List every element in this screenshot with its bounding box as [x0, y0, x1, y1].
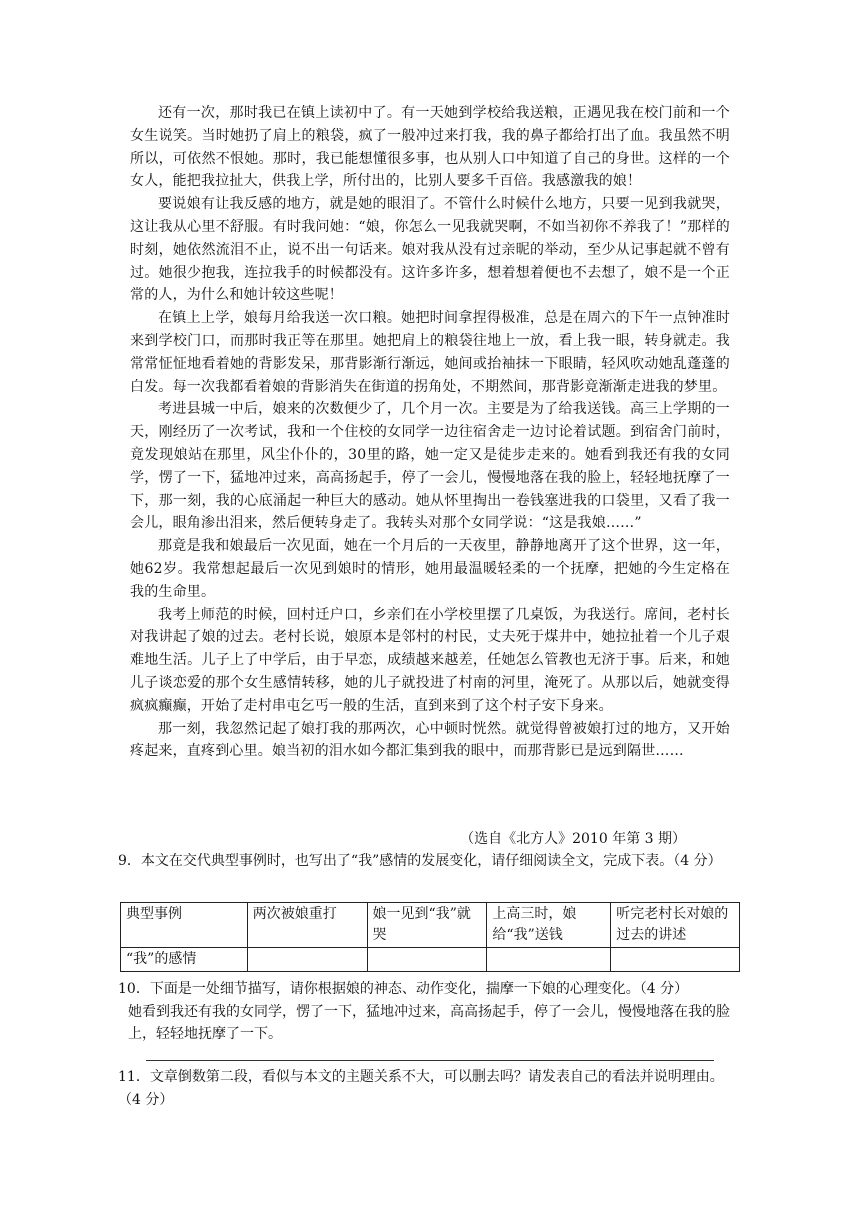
answer-table — [120, 902, 740, 972]
answer-cell[interactable] — [611, 948, 740, 972]
question-9: 9．本文在交代典型事例时，也写出了“我”感情的发展变化，请仔细阅读全文，完成下表。（4 分） — [118, 853, 722, 869]
table-cell: 听完老村长对娘的过去的讲述 — [611, 903, 740, 948]
answer-line[interactable] — [146, 1060, 714, 1061]
table-header-row — [121, 903, 740, 948]
paragraph: 在镇上上学，娘每月给我送一次口粮。她把时间拿捏得极准，总是在周六的下午一点钟准时来到学校门口，而那时我正等在那里。她把肩上的粮袋往地上一放，看上我一眼，转身就走。我常常怔怔地看着她的背影发呆，那背影渐行渐远，她间或抬袖抹一下眼睛，轻风吹动她乱蓬蓬的白发。每一次我都看着娘的背影消失在街道的拐角处，不期然间，那背影竟渐渐走进我的梦里。 — [130, 310, 730, 395]
answer-cell[interactable] — [367, 948, 487, 972]
table-cell: 娘一见到“我”就哭 — [367, 903, 487, 948]
paragraph: 那一刻，我忽然记起了娘打我的那两次，心中顿时恍然。就觉得曾被娘打过的地方，又开始疼起来，直疼到心里。娘当初的泪水如今都汇集到我的眼中，而那背影已是远到隔世…… — [130, 720, 730, 760]
paragraph: 我考上师范的时候，回村迁户口，乡亲们在小学校里摆了几桌饭，为我送行。席间，老村长对我讲起了娘的过去。老村长说，娘原本是邻村的村民，丈夫死于煤井中，她拉扯着一个儿子艰难地生活。儿子上了中学后，由于早恋，成绩越来越差，任她怎么管教也无济于事。后来，和她儿子谈恋爱的那个女生感情转移，她的儿子就投进了村南的河里，淹死了。从那以后，她就变得疯疯癫癫，开始了走村串屯乞丐一般的生活，直到来到了这个村子安下身来。 — [130, 606, 730, 714]
source-citation: （选自《北方人》2010 年第 3 期） — [460, 831, 686, 847]
table-cell: 典型事例 — [121, 903, 248, 948]
paragraph: 考进县城一中后，娘来的次数便少了，几个月一次。主要是为了给我送钱。高三上学期的一天，刚经历了一次考试，我和一个住校的女同学一边往宿舍走一边讨论着试题。到宿舍门前时，竟发现娘站在那里，风尘仆仆的，30里的路，她一定又是徒步走来的。她看到我还有我的女同学，愣了一下，猛地冲过来，高高扬起手，停了一会儿，慢慢地落在我的脸上，轻轻地抚摩了一下，那一刻，我的心底涌起一种巨大的感动。她从怀里掏出一卷钱塞进我的口袋里，又看了我一会儿，眼角渗出泪来，然后便转身走了。我转头对那个女同学说：“这是我娘……” — [130, 401, 730, 532]
table-row-label: “我”的感情 — [121, 948, 248, 972]
answer-cell[interactable] — [487, 948, 611, 972]
paragraph: 还有一次，那时我已在镇上读初中了。有一天她到学校给我送粮，正遇见我在校门前和一个女生说笑。当时她扔了肩上的粮袋，疯了一般冲过来打我，我的鼻子都给打出了血。我虽然不明所以，可依然不恨她。那时，我已能想懂很多事，也从别人口中知道了自己的身世。这样的一个女人，能把我拉扯大，供我上学，所付出的，比别人要多千百倍。我感激我的娘！ — [130, 105, 730, 190]
table-cell: 两次被娘重打 — [247, 903, 367, 948]
question-10 — [118, 978, 734, 1046]
question-10-text: 10．下面是一处细节描写，请你根据娘的神态、动作变化，揣摩一下娘的心理变化。（4 分） — [118, 981, 689, 997]
question-11: 11．文章倒数第二段，看似与本文的主题关系不大，可以删去吗？请发表自己的看法并说明理由。（4 分） — [118, 1069, 724, 1108]
table-row — [121, 948, 740, 972]
answer-cell[interactable] — [247, 948, 367, 972]
question-10-excerpt: 她看到我还有我的女同学，愣了一下，猛地冲过来，高高扬起手，停了一会儿，慢慢地落在我的脸上，轻轻地抚摩了一下。 — [128, 1003, 730, 1043]
paragraph: 那竟是我和娘最后一次见面，她在一个月后的一天夜里，静静地离开了这个世界，这一年，她62岁。我常想起最后一次见到娘时的情形，她用最温暖轻柔的一个抚摩，把她的今生定格在我的生命里。 — [130, 538, 730, 600]
table-cell: 上高三时，娘给“我”送钱 — [487, 903, 611, 948]
paragraph: 要说娘有让我反感的地方，就是她的眼泪了。不管什么时候什么地方，只要一见到我就哭，这让我从心里不舒服。有时我问她：“娘，你怎么一见我就哭啊，不如当初你不养我了！”那样的时刻，她依然流泪不止，说不出一句话来。娘对我从没有过亲昵的举动，至少从记事起就不曾有过。她很少抱我，连拉我手的时候都没有。这许多许多，想着想着便也不去想了，娘不是一个正常的人，为什么和她计较这些呢！ — [130, 196, 730, 304]
article-body — [130, 102, 730, 763]
